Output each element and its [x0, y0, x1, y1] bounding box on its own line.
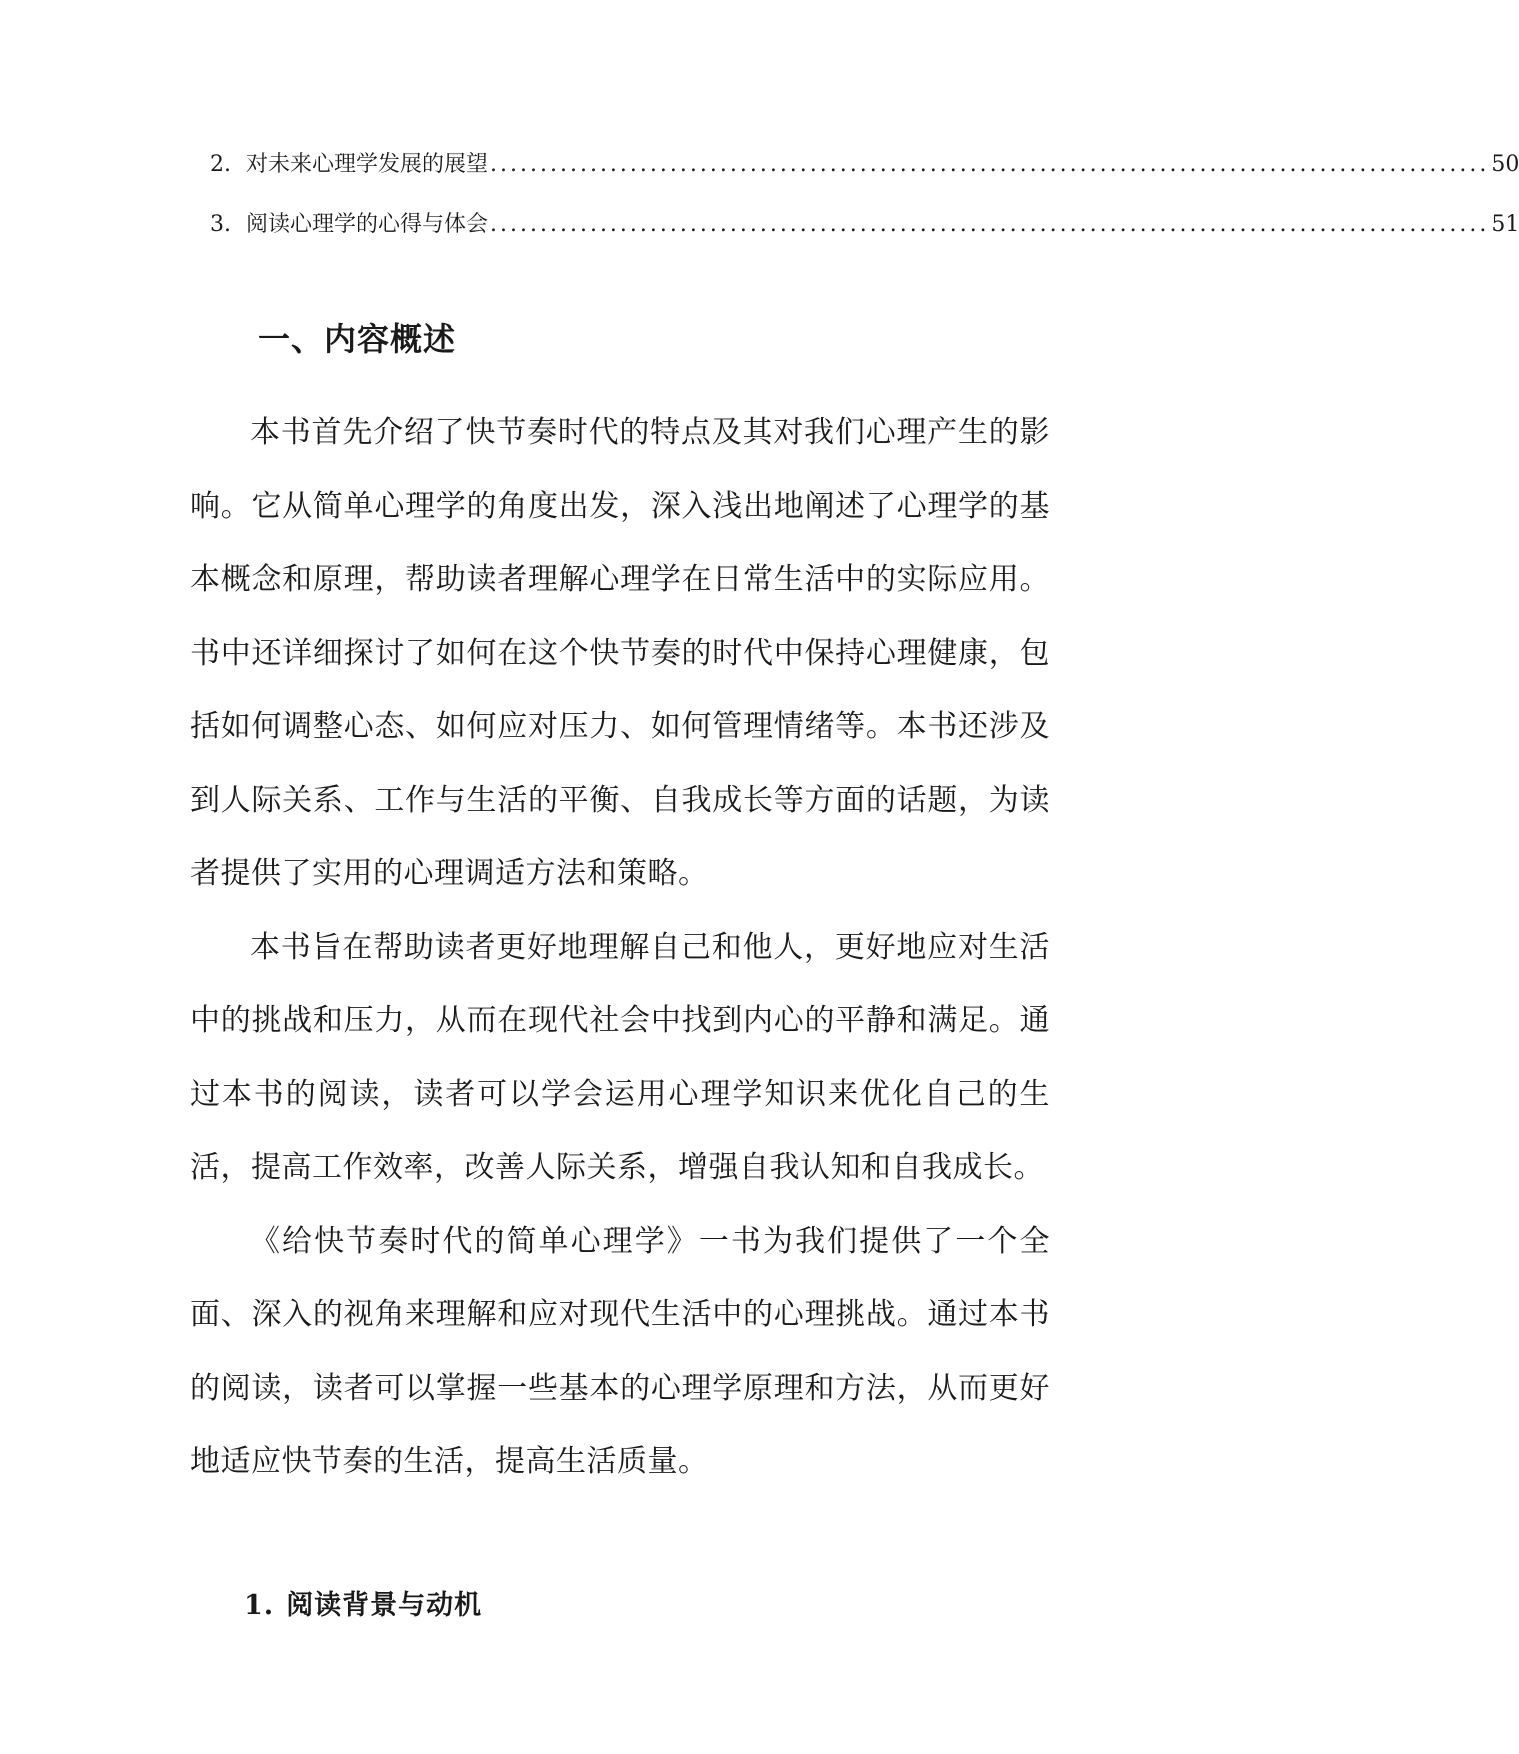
section-heading: 一、内容概述	[258, 320, 457, 358]
subsection-title: 阅读背景与动机	[286, 1590, 483, 1621]
body-paragraph: 本书首先介绍了快节奏时代的特点及其对我们心理产生的影响。它从简单心理学的角度出发，深入浅出地阐述了心理学的基本概念和原理，帮助读者理解心理学在日常生活中的实际应用。书中还详细探讨了如何在这个快节奏的时代中保持心理健康，包括如何调整心态、如何应对压力、如何管理情绪等。本书还涉及到人际关系、工作与生活的平衡、自我成长等方面的话题，为读者提供了实用的心理调适方法和策略。	[190, 415, 1050, 891]
toc-entry-title: 对未来心理学发展的展望	[246, 152, 489, 177]
toc-entry-title: 阅读心理学的心得与体会	[246, 212, 489, 237]
subsection-heading	[244, 1583, 482, 1622]
toc-leader-dots: ....................................................................................................	[490, 212, 1490, 237]
toc-entry-number: 3.	[210, 212, 231, 237]
subsection-number: 1.	[244, 1590, 275, 1621]
toc-leader-dots: ....................................................................................................	[490, 152, 1490, 177]
toc-entry[interactable]	[210, 150, 1519, 210]
body-paragraph: 《给快节奏时代的简单心理学》一书为我们提供了一个全面、深入的视角来理解和应对现代生活中的心理挑战。通过本书的阅读，读者可以掌握一些基本的心理学原理和方法，从而更好地适应快节奏的生活，提高生活质量。	[190, 1223, 1050, 1479]
toc-entry[interactable]	[210, 210, 1519, 270]
table-of-contents	[210, 150, 1519, 270]
section-body	[190, 396, 1050, 1499]
toc-entry-page: 51	[1491, 212, 1519, 237]
toc-entry-number: 2.	[210, 152, 231, 177]
body-paragraph: 本书旨在帮助读者更好地理解自己和他人，更好地应对生活中的挑战和压力，从而在现代社会中找到内心的平静和满足。通过本书的阅读，读者可以学会运用心理学知识来优化自己的生活，提高工作效率，改善人际关系，增强自我认知和自我成长。	[190, 929, 1050, 1185]
toc-entry-page: 50	[1491, 152, 1519, 177]
